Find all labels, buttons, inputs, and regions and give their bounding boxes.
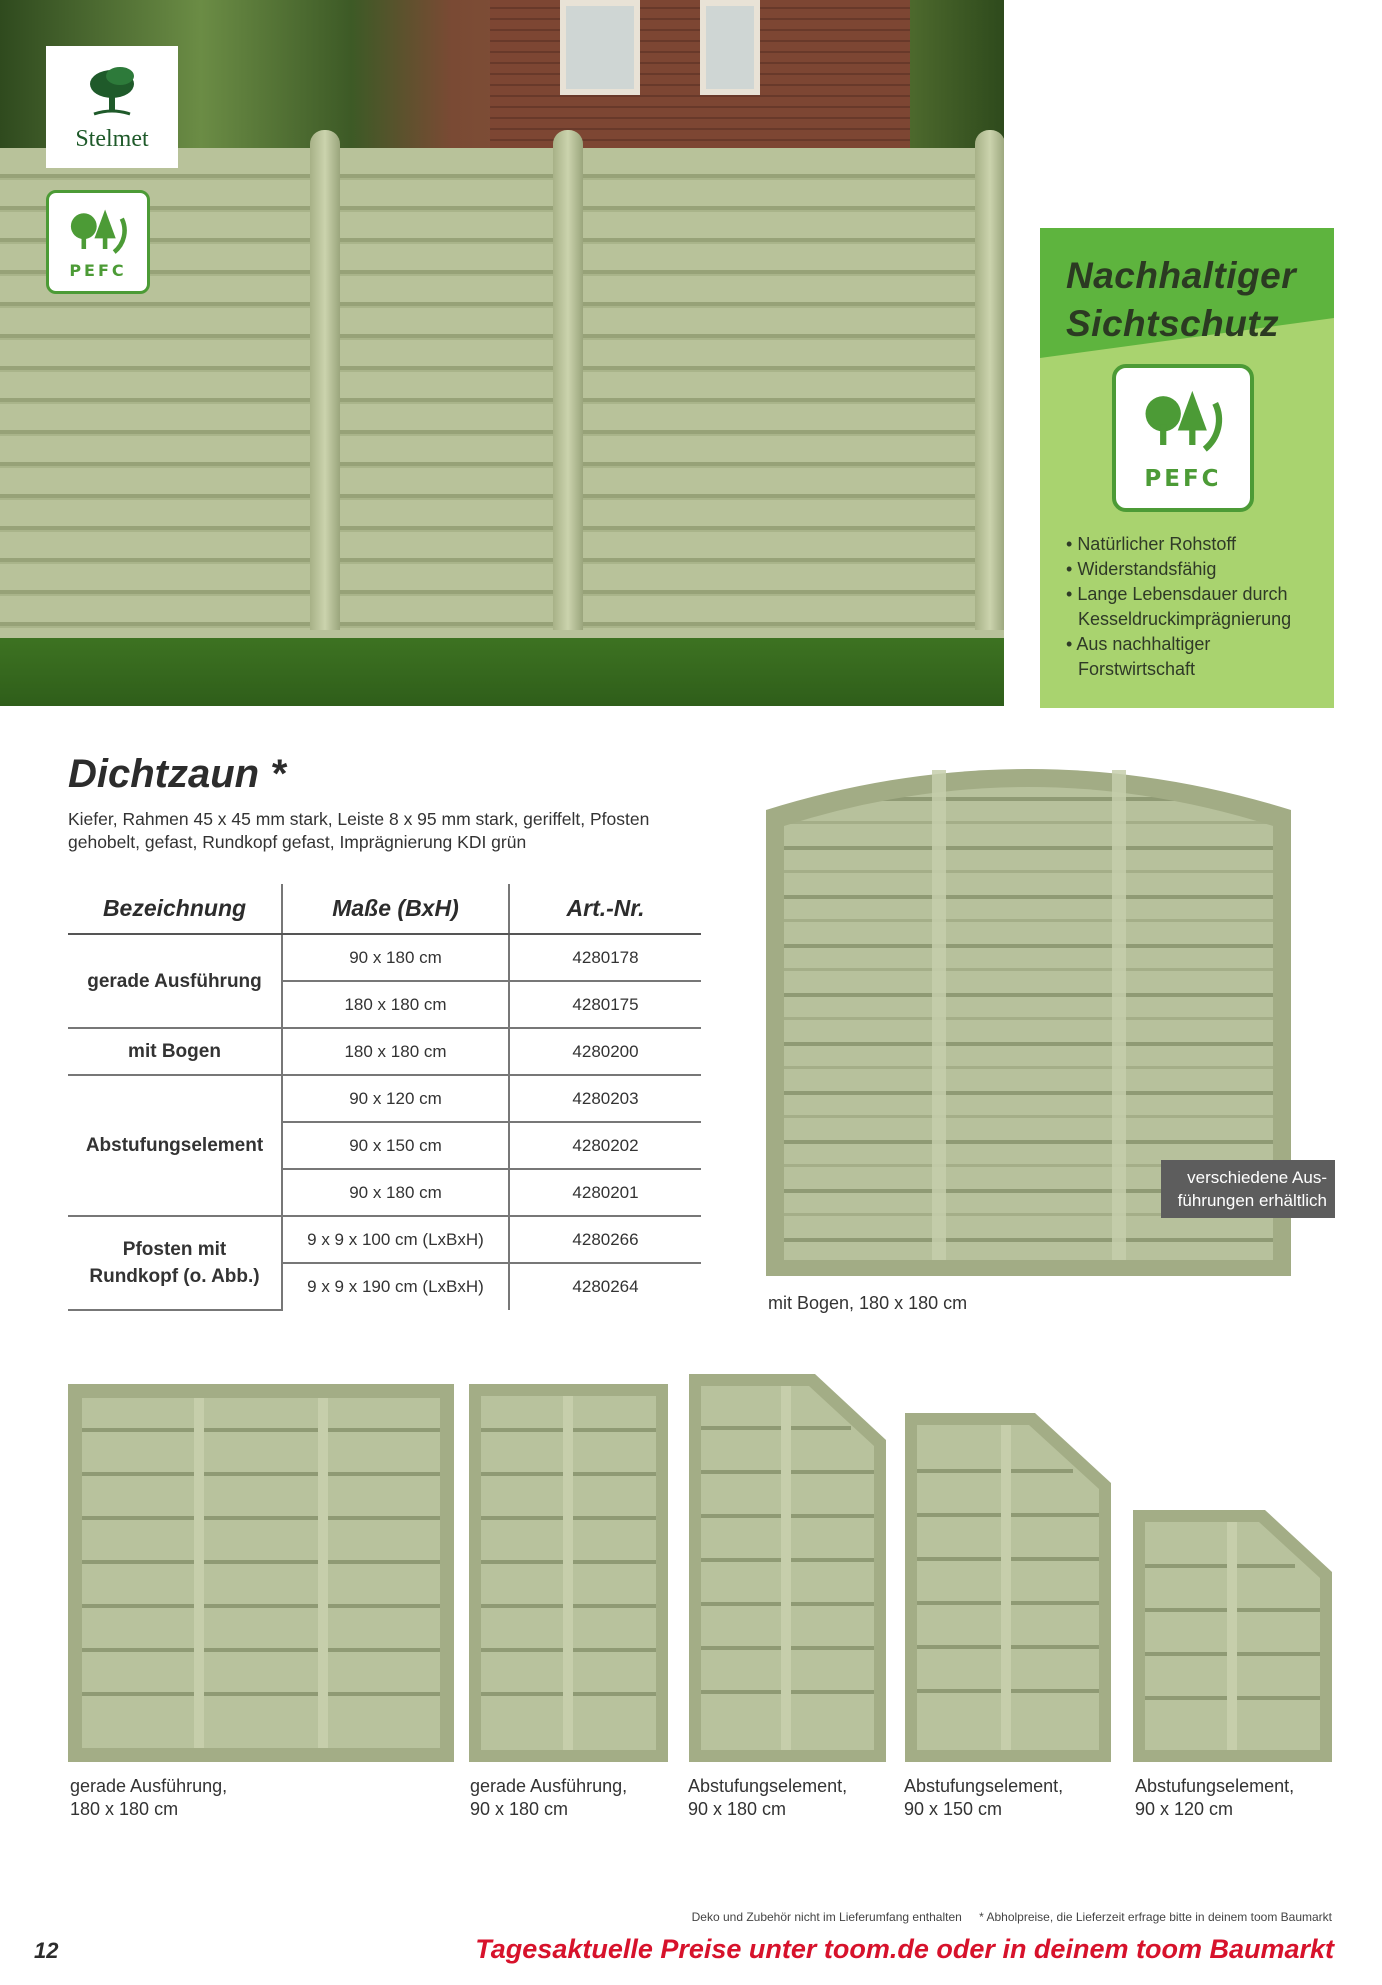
pefc-wordmark: PEFC (69, 261, 127, 280)
table-row (68, 1075, 701, 1122)
product-title: Dichtzaun * (68, 752, 286, 796)
header-masse: Maße (BxH) (282, 884, 509, 934)
sustainability-box (1040, 228, 1334, 708)
table-row (68, 1028, 701, 1075)
house-window (560, 0, 640, 95)
footer-note-deko: Deko und Zubehör nicht im Lieferumfang enthalten (691, 1910, 962, 1924)
size-cell: 9 x 9 x 190 cm (LxBxH) (282, 1263, 509, 1310)
variant-caption: Abstufungselement, 90 x 150 cm (904, 1776, 1064, 1819)
table-header-row (68, 884, 701, 934)
size-cell: 90 x 180 cm (282, 1169, 509, 1216)
tree-icon (86, 64, 138, 120)
art-cell: 4280178 (509, 934, 701, 981)
fence-post (310, 130, 340, 630)
art-cell: 4280202 (509, 1122, 701, 1169)
table-row (68, 934, 701, 981)
box-title: Nachhaltiger Sichtschutz (1066, 255, 1297, 344)
stelmet-logo (46, 46, 178, 168)
variants-available-tag: verschiedene Aus- führungen erhältlich (1161, 1160, 1335, 1218)
house-window (700, 0, 760, 95)
group-name: mit Bogen (68, 1028, 282, 1075)
footer-notes (692, 1910, 1332, 1924)
fence-panels (0, 148, 1004, 638)
product-description: Kiefer, Rahmen 45 x 45 mm stark, Leiste 8 x 95 mm stark, geriffelt, Pfosten gehobelt, gefast, Rundkopf gefast, Imprägnierung KDI grün (68, 809, 650, 852)
art-cell: 4280203 (509, 1075, 701, 1122)
variant-caption: gerade Ausführung, 180 x 180 cm (70, 1776, 228, 1819)
feature-item: • Natürlicher Rohstoff (1066, 532, 1296, 557)
table-row (68, 1216, 701, 1263)
art-cell: 4280266 (509, 1216, 701, 1263)
fence-post (975, 130, 1004, 630)
size-cell: 9 x 9 x 100 cm (LxBxH) (282, 1216, 509, 1263)
feature-item: • Aus nachhaltiger Forstwirtschaft (1066, 632, 1256, 682)
group-name: Abstufungselement (68, 1075, 282, 1216)
feature-list (1066, 532, 1296, 682)
size-cell: 90 x 120 cm (282, 1075, 509, 1122)
art-cell: 4280175 (509, 981, 701, 1028)
footer-tagline: Tagesaktuelle Preise unter toom.de oder in deinem toom Baumarkt (475, 1934, 1334, 1964)
panel-image-step-120 (1133, 1510, 1332, 1762)
variant-caption: gerade Ausführung, 90 x 180 cm (470, 1776, 628, 1819)
size-cell: 90 x 180 cm (282, 934, 509, 981)
stelmet-wordmark: Stelmet (75, 126, 149, 152)
panel-image-straight-180 (68, 1384, 454, 1762)
pefc-wordmark: PEFC (1144, 466, 1222, 492)
pefc-trees-icon (1132, 382, 1236, 456)
fence-post (553, 130, 583, 630)
variant-caption: Abstufungselement, 90 x 120 cm (1135, 1776, 1295, 1819)
arched-caption: mit Bogen, 180 x 180 cm (768, 1293, 968, 1313)
header-artnr: Art.-Nr. (509, 884, 701, 934)
footer-note-pickup: * Abholpreise, die Lieferzeit erfrage bitte in deinem toom Baumarkt (979, 1910, 1332, 1924)
variant-caption: Abstufungselement, 90 x 180 cm (688, 1776, 848, 1819)
pefc-trees-icon (61, 203, 137, 257)
group-name: gerade Ausführung (68, 934, 282, 1028)
panel-image-step-180 (689, 1374, 886, 1762)
pefc-badge-large (1112, 364, 1254, 512)
spec-table (68, 884, 701, 1311)
size-cell: 180 x 180 cm (282, 1028, 509, 1075)
header-bezeichnung: Bezeichnung (68, 884, 282, 934)
feature-item: • Widerstandsfähig (1066, 557, 1296, 582)
size-cell: 90 x 150 cm (282, 1122, 509, 1169)
art-cell: 4280264 (572, 1277, 639, 1296)
feature-item: • Lange Lebensdauer durch Kesseldruckimprägnierung (1066, 582, 1296, 632)
art-cell: 4280201 (509, 1169, 701, 1216)
art-cell: 4280200 (509, 1028, 701, 1075)
panel-image-step-150 (905, 1413, 1111, 1762)
panel-image-straight-90 (469, 1384, 668, 1762)
page-number: 12 (34, 1938, 59, 1963)
group-name: Pfosten mit Rundkopf (o. Abb.) (68, 1216, 282, 1310)
pefc-badge-small (46, 190, 150, 294)
size-cell: 180 x 180 cm (282, 981, 509, 1028)
